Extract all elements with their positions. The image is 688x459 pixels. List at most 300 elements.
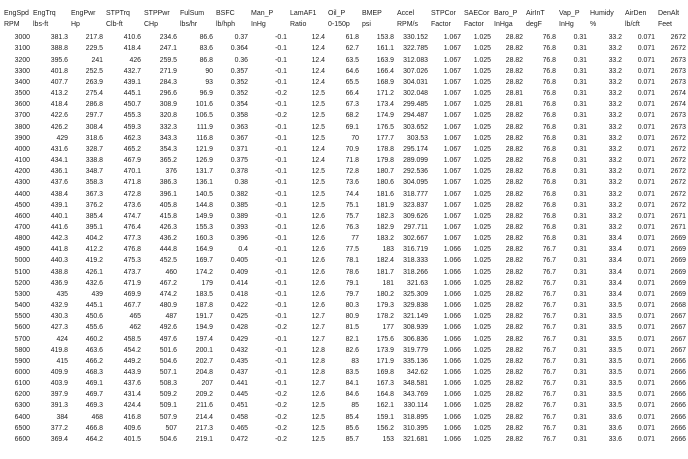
table-cell: 194.9 [195, 324, 213, 332]
table-cell: 6100 [14, 380, 30, 388]
table-cell: 70 [351, 134, 359, 142]
table-cell: 436.1 [50, 168, 68, 176]
table-cell: 2668 [670, 302, 686, 310]
table-cell: 2667 [670, 335, 686, 343]
table-cell: 0.071 [637, 212, 655, 220]
table-cell: 297.711 [403, 223, 428, 231]
table-cell: 0.31 [573, 67, 587, 75]
table-cell: 306.836 [403, 335, 428, 343]
table-cell: -0.1 [275, 168, 287, 176]
dyno-data-table [3, 8, 688, 445]
table-cell: 422.6 [50, 112, 68, 120]
table-cell: 0.31 [573, 34, 587, 42]
table-cell: 0.414 [230, 279, 248, 287]
table-cell: 466.2 [85, 357, 103, 365]
column-header: STPCor [431, 10, 456, 17]
table-cell: 76.8 [542, 123, 556, 131]
table-cell: 156.2 [376, 424, 394, 432]
table-cell: 12.4 [311, 78, 325, 86]
table-body [3, 32, 688, 445]
table-cell: 432.6 [85, 279, 103, 287]
table-cell: -0.1 [275, 190, 287, 198]
table-cell: 0.071 [637, 45, 655, 53]
table-cell: 0.451 [230, 402, 248, 410]
table-cell: 1.025 [473, 112, 491, 120]
table-cell: 1.025 [473, 335, 491, 343]
table-cell: -0.1 [275, 45, 287, 53]
column-unit: degF [526, 21, 542, 29]
table-cell: 33.2 [608, 112, 622, 120]
table-cell: 1.067 [443, 179, 461, 187]
column-header: EngPwr [71, 10, 96, 17]
table-cell: 348.7 [85, 168, 103, 176]
table-cell: 166.4 [376, 67, 394, 75]
table-cell: 70.9 [345, 145, 359, 153]
table-cell: 509.1 [159, 402, 177, 410]
table-cell: 1.067 [443, 134, 461, 142]
table-cell: 0.071 [637, 380, 655, 388]
table-cell: 1.025 [473, 357, 491, 365]
table-cell: -0.1 [275, 67, 287, 75]
table-cell: 2669 [670, 290, 686, 298]
table-cell: -0.1 [275, 78, 287, 86]
table-cell: 0.071 [637, 369, 655, 376]
table-cell: 2666 [670, 424, 686, 432]
table-cell: 28.82 [505, 168, 523, 176]
table-cell: 304.095 [403, 179, 428, 187]
table-cell: 1.025 [473, 246, 491, 254]
table-cell: 5300 [14, 290, 30, 298]
table-cell: 2672 [670, 179, 686, 187]
table-cell: 397.9 [50, 391, 68, 399]
table-cell: 0.405 [230, 257, 248, 265]
table-cell: 209.2 [195, 391, 213, 399]
table-cell: 78.6 [345, 268, 359, 276]
table-cell: 445.1 [85, 302, 103, 310]
table-cell: 76.8 [542, 223, 556, 231]
table-cell: 1.067 [443, 90, 461, 98]
table-cell: 407.7 [50, 78, 68, 86]
table-cell: 325.309 [403, 290, 428, 298]
table-cell: 292.536 [403, 168, 428, 176]
table-cell: 1.066 [443, 424, 461, 432]
table-cell: 4000 [14, 145, 30, 153]
table-cell: 319.779 [403, 346, 428, 354]
table-cell: 1.067 [443, 201, 461, 209]
table-cell: 12.6 [311, 290, 325, 298]
table-cell: 2671 [670, 223, 686, 231]
table-cell: 75.1 [345, 201, 359, 209]
table-cell: 431.4 [123, 391, 141, 399]
table-cell: -0.1 [275, 101, 287, 109]
table-cell: 76.8 [542, 145, 556, 153]
table-cell: 0.071 [637, 290, 655, 298]
table-cell: 0.31 [573, 235, 587, 243]
table-cell: 0.352 [230, 90, 248, 98]
table-cell: 33.5 [608, 391, 622, 399]
table-cell: 4900 [14, 246, 30, 254]
table-cell: 440.3 [50, 257, 68, 265]
table-cell: 28.82 [505, 402, 523, 410]
table-cell: 183.2 [376, 235, 394, 243]
table-cell: 437.6 [123, 380, 141, 388]
table-cell: 33.5 [608, 402, 622, 410]
table-cell: -0.1 [275, 246, 287, 254]
table-cell: 61.8 [345, 34, 359, 42]
table-cell: 28.82 [505, 290, 523, 298]
table-cell: 418.4 [123, 45, 141, 53]
table-cell: 177.7 [376, 134, 394, 142]
table-cell: 343.3 [159, 134, 177, 142]
column-header: LamAF1 [290, 10, 317, 17]
table-cell: 0.071 [637, 168, 655, 176]
table-cell: 0.071 [637, 313, 655, 321]
table-cell: 77 [351, 235, 359, 243]
table-cell: 28.82 [505, 56, 523, 64]
table-cell: 469.1 [85, 380, 103, 388]
table-cell: 0.31 [573, 190, 587, 198]
table-cell: 429 [56, 134, 68, 142]
table-cell: 0.38 [234, 179, 248, 187]
table-cell: 416.8 [123, 413, 141, 421]
table-cell: 0.382 [230, 190, 248, 198]
table-cell: 0.071 [637, 123, 655, 131]
table-cell: 173.4 [376, 101, 394, 109]
table-cell: 426 [129, 56, 141, 64]
table-cell: 1.025 [473, 123, 491, 131]
table-cell: 0.4 [238, 246, 248, 254]
table-cell: 0.071 [637, 279, 655, 287]
table-cell: 28.82 [505, 369, 523, 376]
table-cell: 179.3 [376, 302, 394, 310]
table-row [3, 334, 688, 345]
table-cell: 476.8 [123, 246, 141, 254]
table-cell: 0.31 [573, 346, 587, 354]
table-cell: 33.6 [608, 435, 622, 443]
table-cell: 0.389 [230, 212, 248, 220]
table-row [3, 43, 688, 54]
table-row [3, 367, 688, 378]
table-cell: 0.071 [637, 235, 655, 243]
table-cell: 191.7 [195, 313, 213, 321]
table-cell: 0.357 [230, 67, 248, 75]
table-cell: 12.5 [311, 201, 325, 209]
table-cell: 28.82 [505, 302, 523, 310]
table-cell: 1.066 [443, 268, 461, 276]
table-cell: 4100 [14, 157, 30, 165]
table-cell: 33.6 [608, 413, 622, 421]
table-cell: -0.1 [275, 346, 287, 354]
table-cell: 0.071 [637, 257, 655, 265]
table-cell: 2672 [670, 34, 686, 42]
table-cell: 2673 [670, 112, 686, 120]
table-cell: 76.8 [542, 78, 556, 86]
table-cell: 460 [165, 268, 177, 276]
table-cell: 1.067 [443, 78, 461, 86]
table-cell: 308.4 [85, 123, 103, 131]
table-cell: 5800 [14, 346, 30, 354]
table-cell: 318.6 [85, 134, 103, 142]
table-cell: 1.067 [443, 34, 461, 42]
table-cell: 33.2 [608, 45, 622, 53]
column-unit: Clb-ft [106, 21, 123, 29]
table-cell: 178.8 [376, 145, 394, 153]
table-cell: 28.82 [505, 346, 523, 354]
table-cell: 76.8 [542, 34, 556, 42]
table-cell: 304.031 [403, 78, 428, 86]
table-cell: 436.2 [159, 235, 177, 243]
table-cell: 179 [201, 279, 213, 287]
table-cell: 0.071 [637, 324, 655, 332]
table-cell: -0.2 [275, 324, 287, 332]
table-cell: 335.136 [403, 357, 428, 365]
table-cell: 86.8 [199, 56, 213, 64]
table-cell: 410.6 [123, 34, 141, 42]
table-cell: 0.071 [637, 424, 655, 432]
table-cell: 33.2 [608, 168, 622, 176]
table-cell: -0.2 [275, 424, 287, 432]
table-cell: 159.1 [376, 413, 394, 421]
table-row [3, 122, 688, 133]
table-cell: 28.82 [505, 268, 523, 276]
column-header: BSFC [216, 10, 235, 17]
table-cell: -0.1 [275, 257, 287, 265]
column-header: STPTrq [106, 10, 130, 17]
table-cell: 330.114 [403, 402, 428, 410]
table-cell: 435 [56, 290, 68, 298]
table-cell: 3100 [14, 45, 30, 53]
table-cell: 0.31 [573, 145, 587, 153]
table-cell: 443.9 [123, 369, 141, 376]
table-cell: 28.82 [505, 223, 523, 231]
table-cell: 4800 [14, 235, 30, 243]
table-cell: 286.8 [85, 101, 103, 109]
table-cell: -0.1 [275, 179, 287, 187]
table-cell: 1.025 [473, 402, 491, 410]
table-cell: 1.025 [473, 324, 491, 332]
table-cell: 449.2 [123, 357, 141, 365]
table-cell: 33.5 [608, 324, 622, 332]
table-cell: 28.82 [505, 179, 523, 187]
table-cell: -0.1 [275, 34, 287, 42]
table-row [3, 233, 688, 244]
table-cell: 0.071 [637, 78, 655, 86]
table-cell: 0.31 [573, 212, 587, 220]
column-unit: lb/cft [625, 21, 640, 29]
table-cell: 12.6 [311, 391, 325, 399]
table-cell: 28.82 [505, 235, 523, 243]
table-cell: 469.9 [123, 290, 141, 298]
column-unit: InHg [559, 21, 574, 29]
table-cell: 1.025 [473, 145, 491, 153]
column-unit: Factor [464, 21, 484, 29]
table-cell: 1.066 [443, 402, 461, 410]
table-cell: 33.2 [608, 157, 622, 165]
table-cell: 0.071 [637, 56, 655, 64]
table-row [3, 378, 688, 389]
table-cell: 358.3 [85, 179, 103, 187]
table-cell: 81.5 [345, 324, 359, 332]
table-cell: 2666 [670, 435, 686, 443]
table-cell: 455.3 [123, 112, 141, 120]
table-cell: 441.8 [50, 246, 68, 254]
table-cell: 439 [91, 290, 103, 298]
table-cell: 0.071 [637, 101, 655, 109]
table-cell: 85.6 [345, 424, 359, 432]
table-cell: 28.82 [505, 380, 523, 388]
table-cell: 2672 [670, 168, 686, 176]
table-cell: 168.9 [376, 78, 394, 86]
column-header: AirDen [625, 10, 647, 17]
table-cell: 1.066 [443, 357, 461, 365]
table-cell: 430.3 [50, 313, 68, 321]
table-row [3, 322, 688, 333]
table-cell: 33.5 [608, 369, 622, 376]
table-cell: 217.3 [195, 424, 213, 432]
table-cell: 12.5 [311, 168, 325, 176]
table-cell: 438.4 [50, 190, 68, 198]
table-cell: 412.2 [85, 246, 103, 254]
table-cell: 0.31 [573, 268, 587, 276]
table-cell: 307.026 [403, 67, 428, 75]
table-row [3, 345, 688, 356]
table-cell: 1.025 [473, 179, 491, 187]
table-cell: 1.066 [443, 313, 461, 321]
column-header: Man_P [251, 10, 274, 17]
table-cell: 12.6 [311, 302, 325, 310]
table-cell: 432.7 [123, 67, 141, 75]
table-cell: 0.435 [230, 357, 248, 365]
table-cell: 332.3 [159, 123, 177, 131]
table-cell: 316.719 [403, 246, 428, 254]
table-cell: 5600 [14, 324, 30, 332]
table-cell: 76.8 [542, 45, 556, 53]
table-cell: 0.071 [637, 246, 655, 254]
table-cell: 76.8 [542, 112, 556, 120]
table-cell: 507.1 [159, 369, 177, 376]
table-cell: -0.1 [275, 201, 287, 209]
table-cell: 12.7 [311, 380, 325, 388]
table-cell: 1.025 [473, 34, 491, 42]
table-cell: 28.82 [505, 212, 523, 220]
table-cell: 76.7 [542, 357, 556, 365]
table-cell: 2666 [670, 413, 686, 421]
table-cell: -0.1 [275, 380, 287, 388]
table-cell: 462.3 [123, 134, 141, 142]
table-cell: 321.149 [403, 313, 428, 321]
table-cell: 0.071 [637, 335, 655, 343]
table-cell: 284.3 [159, 78, 177, 86]
table-cell: 83.6 [199, 45, 213, 53]
table-cell: 367.3 [85, 190, 103, 198]
table-row [3, 144, 688, 155]
table-cell: 76.7 [542, 268, 556, 276]
table-cell: 2667 [670, 313, 686, 321]
table-cell: 0.437 [230, 369, 248, 376]
table-cell: 437.6 [50, 179, 68, 187]
table-cell: 369.4 [50, 435, 68, 443]
table-cell: 418.4 [50, 101, 68, 109]
table-cell: 381.3 [50, 34, 68, 42]
table-cell: 3400 [14, 78, 30, 86]
table-cell: 33.4 [608, 268, 622, 276]
table-cell: 0.375 [230, 157, 248, 165]
table-cell: 396.1 [159, 190, 177, 198]
table-cell: 1.025 [473, 168, 491, 176]
table-cell: 33.5 [608, 335, 622, 343]
table-cell: 33.2 [608, 179, 622, 187]
table-cell: 2672 [670, 45, 686, 53]
table-cell: 76.8 [542, 190, 556, 198]
table-cell: 33.2 [608, 201, 622, 209]
table-cell: 6000 [14, 369, 30, 376]
table-cell: 0.31 [573, 223, 587, 231]
table-cell: 1.025 [473, 369, 491, 376]
table-cell: 2666 [670, 380, 686, 388]
table-cell: 426.3 [159, 223, 177, 231]
table-cell: 126.9 [195, 157, 213, 165]
table-cell: 187.8 [195, 302, 213, 310]
table-cell: 1.025 [473, 101, 491, 109]
table-cell: 0.31 [573, 290, 587, 298]
table-cell: -0.2 [275, 435, 287, 443]
table-cell: 76.7 [542, 313, 556, 321]
table-cell: 234.6 [159, 34, 177, 42]
table-cell: 62.7 [345, 45, 359, 53]
table-cell: 384 [56, 413, 68, 421]
table-cell: 76.7 [542, 413, 556, 421]
table-cell: 77.5 [345, 246, 359, 254]
table-cell: 33.4 [608, 246, 622, 254]
table-cell: 214.4 [195, 413, 213, 421]
table-cell: 329.838 [403, 302, 428, 310]
table-cell: 12.5 [311, 134, 325, 142]
table-cell: 1.067 [443, 190, 461, 198]
table-cell: 33.2 [608, 67, 622, 75]
table-cell: 33.5 [608, 302, 622, 310]
table-cell: 76.7 [542, 257, 556, 265]
column-header: BMEP [362, 10, 382, 17]
table-cell: 3300 [14, 67, 30, 75]
table-cell: 101.6 [195, 101, 213, 109]
table-cell: 155.3 [195, 223, 213, 231]
table-cell: 342.62 [406, 369, 428, 376]
table-cell: 33.2 [608, 34, 622, 42]
table-cell: 1.066 [443, 302, 461, 310]
table-cell: 75.7 [345, 212, 359, 220]
table-cell: 1.066 [443, 391, 461, 399]
table-cell: 2669 [670, 246, 686, 254]
table-cell: 76.8 [542, 67, 556, 75]
table-cell: 33.6 [608, 424, 622, 432]
table-cell: 4500 [14, 201, 30, 209]
table-cell: 76.7 [542, 424, 556, 432]
table-cell: 197.4 [195, 335, 213, 343]
table-cell: 419.8 [50, 346, 68, 354]
table-cell: 0.071 [637, 391, 655, 399]
table-cell: 468 [91, 413, 103, 421]
table-cell: 2666 [670, 369, 686, 376]
table-cell: 28.82 [505, 112, 523, 120]
table-cell: 2669 [670, 279, 686, 287]
table-cell: 12.5 [311, 90, 325, 98]
table-cell: 181.9 [376, 201, 394, 209]
table-cell: 84.6 [345, 391, 359, 399]
table-cell: 296.6 [159, 90, 177, 98]
table-cell: 0.422 [230, 302, 248, 310]
table-cell: 0.358 [230, 112, 248, 120]
table-cell: 0.458 [230, 413, 248, 421]
